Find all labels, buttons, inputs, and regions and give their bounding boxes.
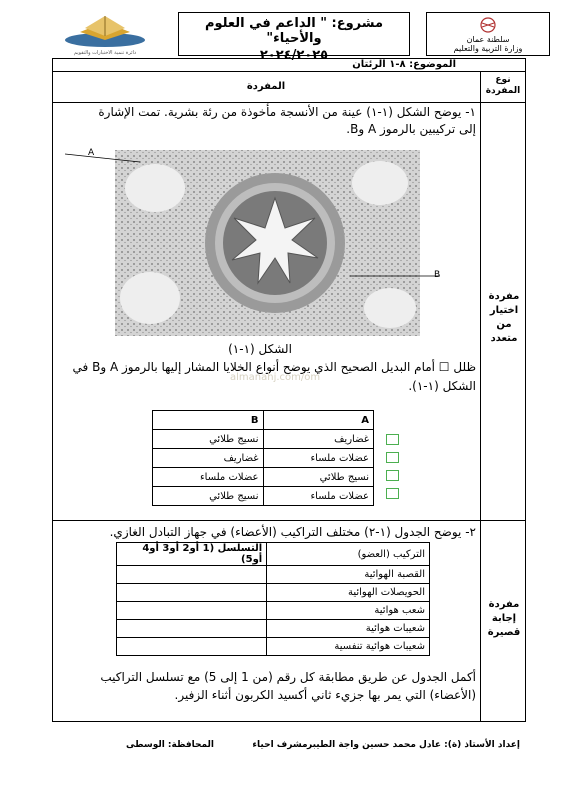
header-a: A <box>263 411 374 430</box>
table-row <box>117 638 430 656</box>
sequence-answer-cell[interactable] <box>117 566 267 584</box>
topic-row <box>52 58 526 72</box>
option-b: نسيج طلائي <box>153 487 264 506</box>
option-a: غضاريف <box>263 430 374 449</box>
governorate: المحافظة: الوسطى <box>125 740 215 750</box>
label-a: A <box>88 148 95 158</box>
figure-1-1 <box>60 148 460 338</box>
structure-cell: شعب هوائية <box>267 602 430 620</box>
table-row <box>117 602 430 620</box>
figure-caption: الشكل (١-١) <box>228 342 292 356</box>
option-a: عضلات ملساء <box>263 449 374 468</box>
col-sequence-header: التسلسل (1 أو2 أو3 أو4 أو5) <box>117 543 267 566</box>
option-row <box>153 468 374 487</box>
option-row <box>153 487 374 506</box>
option-a: نسيج طلائي <box>263 468 374 487</box>
options-table <box>152 410 374 506</box>
col-header-type <box>480 72 526 102</box>
table-row <box>117 566 430 584</box>
option-b: نسيج طلائي <box>153 430 264 449</box>
q2-type-label: مفردة إجابة قصيرة <box>487 599 521 638</box>
q2-stem: ٢- يوضح الجدول (١-٢) مختلف التراكيب (الأعضاء) في جهاز التبادل الغازي. <box>109 525 476 539</box>
q1-stem: ١- يوضح الشكل (١-١) عينة من الأنسجة مأخوذة من رئة بشرية. تمت الإشارة إلى تركيبين بالرموز A وB. <box>98 105 476 136</box>
project-title: مشروع: " الداعم في العلوم والأحياء" <box>204 16 384 46</box>
option-row <box>153 430 374 449</box>
sequence-answer-cell[interactable] <box>117 584 267 602</box>
sequence-answer-cell[interactable] <box>117 638 267 656</box>
table-row <box>117 584 430 602</box>
watermark: almanahj.com/om <box>230 372 321 383</box>
ministry-name-2: وزارة التربية والتعليم <box>453 44 523 53</box>
col-structure-header: التركيب (العضو) <box>267 543 430 566</box>
sequence-answer-cell[interactable] <box>117 602 267 620</box>
option-b: عضلات ملساء <box>153 468 264 487</box>
column-divider <box>480 72 481 722</box>
structure-cell: القصبة الهوائية <box>267 566 430 584</box>
supervisor: مشرف احياء <box>252 740 308 750</box>
col-type-label: نوع المفردة <box>485 75 521 96</box>
option-a: عضلات ملساء <box>263 487 374 506</box>
ministry-name-1: سلطنة عمان <box>466 35 510 44</box>
q1-type-label: مفردة اختيار من متعدد <box>488 291 520 344</box>
q2-instruction: أكمل الجدول عن طريق مطابقة كل رقم (من 1 إلى 5) مع تسلسل التراكيب (الأعضاء) التي يمر بها جزيء ثاني أكسيد الكربون أثناء الزفير. <box>100 670 476 702</box>
structure-cell: الحويصلات الهوائية <box>267 584 430 602</box>
row-divider <box>52 102 526 103</box>
option-checkbox-2[interactable] <box>386 452 399 463</box>
books-logo-icon <box>60 10 150 50</box>
option-checkbox-4[interactable] <box>386 488 399 499</box>
sequence-answer-cell[interactable] <box>117 620 267 638</box>
label-b: B <box>434 270 441 280</box>
logo-caption: دائرة تنمية الاختبارات والتقويم <box>73 50 137 56</box>
option-b: غضاريف <box>153 449 264 468</box>
structure-cell: شعيبات هوائية تنفسية <box>267 638 430 656</box>
header-b: B <box>153 411 264 430</box>
sequence-table <box>116 542 430 656</box>
col-header-item <box>52 72 480 102</box>
prepared-by: إعداد الأستاذ (ة): عادل محمد حسين واجة الطيبر <box>307 740 520 750</box>
row-divider <box>52 520 526 521</box>
program-logo <box>60 10 150 58</box>
q1-instruction: ظلل ☐ أمام البديل الصحيح الذي يوضح أنواع الخلايا المشار إليها بالرموز A وB في الشكل (١-١). <box>72 360 476 393</box>
topic-title: الموضوع: ٨-١ الرئتان <box>352 59 456 70</box>
school-year: ٢٠٢٤/٢٠٢٥ <box>259 48 329 63</box>
table-row <box>117 620 430 638</box>
col-item-label: المفردة <box>246 81 286 92</box>
structure-cell: شعيبات هوائية <box>267 620 430 638</box>
option-row <box>153 449 374 468</box>
option-checkbox-3[interactable] <box>386 470 399 481</box>
option-checkbox-1[interactable] <box>386 434 399 445</box>
project-title-box <box>178 12 410 63</box>
lung-tissue-micrograph <box>60 148 460 338</box>
ministry-logo <box>426 12 550 56</box>
